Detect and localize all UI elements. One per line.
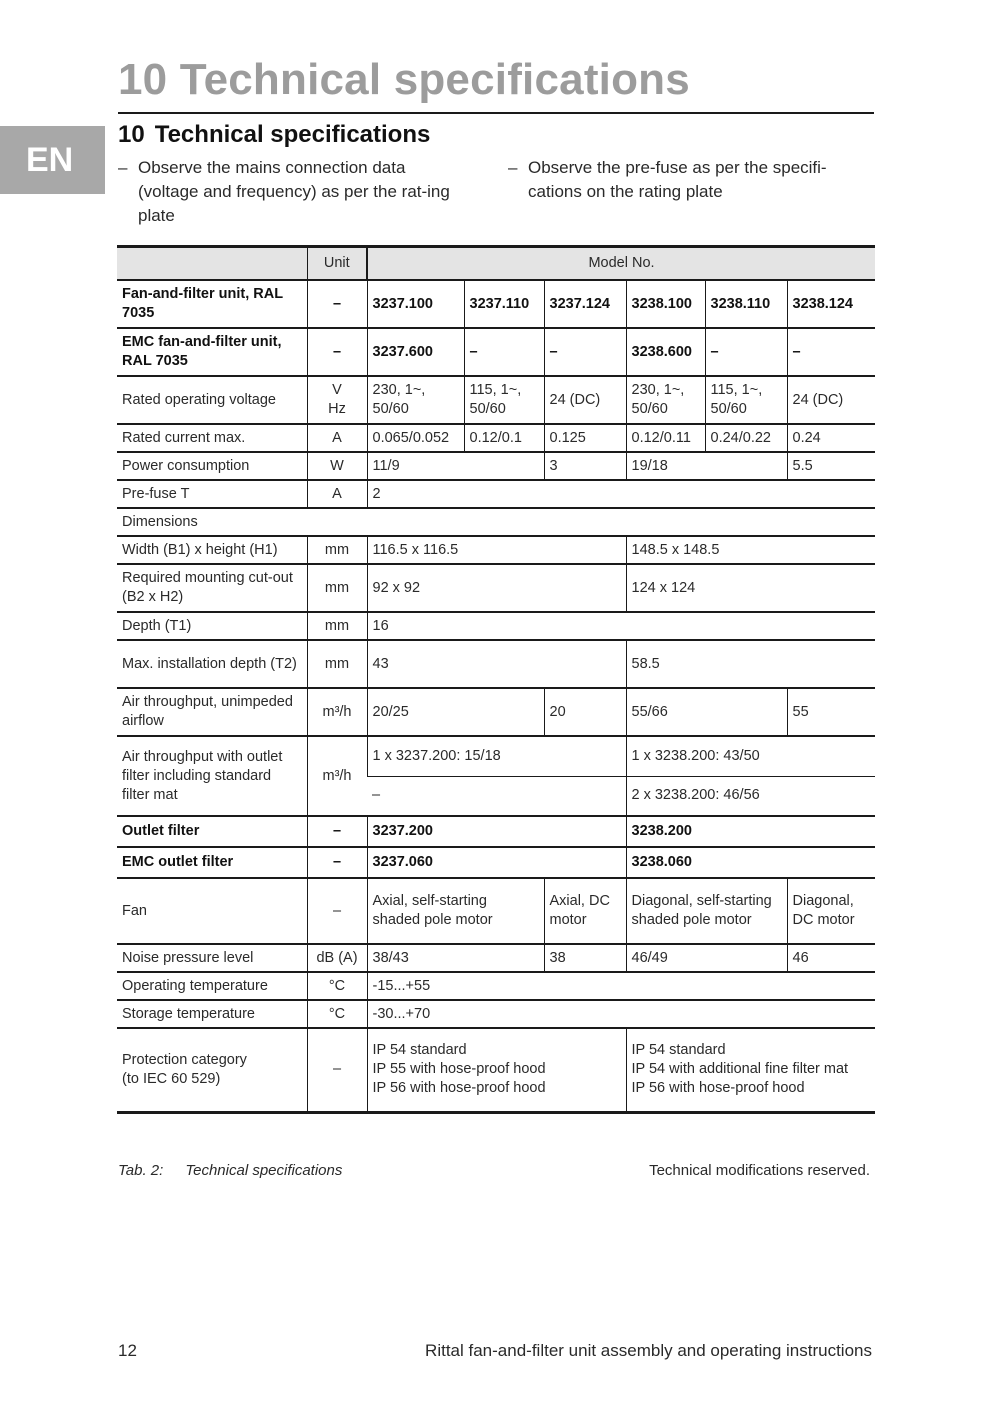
table-row xyxy=(117,972,875,1000)
language-tab: EN xyxy=(0,126,105,194)
table-row xyxy=(117,612,875,640)
table-row xyxy=(117,878,875,944)
row-label: Power consumption xyxy=(117,452,307,480)
row-label: Dimensions xyxy=(117,508,875,536)
value-cell xyxy=(367,1028,626,1112)
page-number: 12 xyxy=(118,1341,137,1360)
unit-cell: mm xyxy=(307,612,367,640)
caption-label: Tab. 2: xyxy=(118,1162,164,1179)
value-cell: 3238.200 xyxy=(626,816,875,847)
value-cell: 11/9 xyxy=(367,452,544,480)
model-cell: 3237.124 xyxy=(544,280,626,328)
value-cell: 1 x 3238.200: 43/50 xyxy=(626,736,875,776)
value-cell: 3 xyxy=(544,452,626,480)
value-cell: 24 (DC) xyxy=(544,376,626,424)
unit-cell: – xyxy=(307,1028,367,1112)
unit-hertz: Hz xyxy=(328,401,346,417)
row-label: Depth (T1) xyxy=(117,612,307,640)
bullet-dash: – xyxy=(508,158,518,177)
modifications-notice: Technical modifications reserved. xyxy=(649,1162,870,1179)
bullet-pre-fuse xyxy=(508,156,874,204)
header-rule xyxy=(118,112,874,114)
value-cell: 38 xyxy=(544,944,626,972)
row-label: Operating temperature xyxy=(117,972,307,1000)
row-label: Air throughput, unimpeded airflow xyxy=(117,688,307,736)
value-cell: 55/66 xyxy=(626,688,787,736)
unit-cell: mm xyxy=(307,564,367,612)
value-cell: 38/43 xyxy=(367,944,544,972)
bullet-dash: – xyxy=(118,158,128,177)
header-model-no: Model No. xyxy=(367,247,875,281)
protection-line: IP 56 with hose-proof hood xyxy=(631,1080,805,1097)
value-cell: 1 x 3237.200: 15/18 xyxy=(367,736,626,776)
value-cell: 43 xyxy=(367,640,626,688)
row-label: Width (B1) x height (H1) xyxy=(117,536,307,564)
table-row xyxy=(117,736,875,776)
value-cell: – xyxy=(367,776,626,816)
value-cell: Diagonal, self-starting shaded pole motor xyxy=(626,878,787,944)
table-row xyxy=(117,564,875,612)
table-row xyxy=(117,480,875,508)
value-cell: 0.12/0.1 xyxy=(464,424,544,452)
row-label: Rated current max. xyxy=(117,424,307,452)
section-number: 10 xyxy=(118,121,145,148)
unit-cell: m³/h xyxy=(307,688,367,736)
unit-cell: °C xyxy=(307,1000,367,1028)
value-cell: 0.12/0.11 xyxy=(626,424,705,452)
section-title-text: Technical specifications xyxy=(154,121,431,148)
row-label: Max. installation depth (T2) xyxy=(117,640,307,688)
bullet-text: Observe the mains connection data (voltage and frequency) as per the rat-ing plate xyxy=(138,158,450,225)
row-label: Fan xyxy=(117,878,307,944)
value-cell: 5.5 xyxy=(787,452,875,480)
value-cell: 46 xyxy=(787,944,875,972)
table-header-row xyxy=(117,247,875,281)
unit-cell: dB (A) xyxy=(307,944,367,972)
table-row xyxy=(117,640,875,688)
table-row xyxy=(117,376,875,424)
technical-specifications-table xyxy=(117,245,875,1114)
model-cell: 3237.100 xyxy=(367,280,464,328)
value-cell: 0.065/0.052 xyxy=(367,424,464,452)
value-cell xyxy=(626,1028,875,1112)
table-caption xyxy=(118,1162,870,1179)
unit-cell: °C xyxy=(307,972,367,1000)
header-unit: Unit xyxy=(307,247,367,281)
value-cell: 0.125 xyxy=(544,424,626,452)
value-cell: 124 x 124 xyxy=(626,564,875,612)
row-label: Storage temperature xyxy=(117,1000,307,1028)
unit-cell: m³/h xyxy=(307,736,367,816)
table-row xyxy=(117,1000,875,1028)
table-row xyxy=(117,280,875,328)
bullet-text: Observe the pre-fuse as per the specifi-cations on the rating plate xyxy=(528,158,827,201)
row-label: Noise pressure level xyxy=(117,944,307,972)
table-row xyxy=(117,944,875,972)
value-cell: -30...+70 xyxy=(367,1000,875,1028)
model-cell: 3237.110 xyxy=(464,280,544,328)
table-row xyxy=(117,1028,875,1112)
row-label: Required mounting cut-out (B2 x H2) xyxy=(117,564,307,612)
unit-cell: A xyxy=(307,480,367,508)
row-label: Air throughput with outlet filter including standard filter mat xyxy=(117,736,307,816)
model-cell: 3238.100 xyxy=(626,280,705,328)
row-label: Pre-fuse T xyxy=(117,480,307,508)
row-label: Outlet filter xyxy=(117,816,307,847)
unit-cell: mm xyxy=(307,640,367,688)
unit-cell: A xyxy=(307,424,367,452)
value-cell: Axial, self-starting shaded pole motor xyxy=(367,878,544,944)
value-cell: 0.24/0.22 xyxy=(705,424,787,452)
value-cell: Axial, DC motor xyxy=(544,878,626,944)
value-cell: 230, 1~, 50/60 xyxy=(626,376,705,424)
model-cell: 3238.124 xyxy=(787,280,875,328)
unit-cell: – xyxy=(307,328,367,376)
value-cell: 0.24 xyxy=(787,424,875,452)
table-row xyxy=(117,816,875,847)
value-cell: 16 xyxy=(367,612,875,640)
unit-volt: V xyxy=(332,382,342,398)
value-cell: 2 xyxy=(367,480,875,508)
unit-cell: – xyxy=(307,816,367,847)
row-label: Fan-and-filter unit, RAL 7035 xyxy=(117,280,307,328)
row-label: EMC fan-and-filter unit, RAL 7035 xyxy=(117,328,307,376)
unit-cell: mm xyxy=(307,536,367,564)
value-cell: -15...+55 xyxy=(367,972,875,1000)
document-title: Rittal fan-and-filter unit assembly and operating instructions xyxy=(425,1341,872,1360)
header-blank xyxy=(117,247,307,281)
protection-line: IP 56 with hose-proof hood xyxy=(372,1080,546,1097)
unit-cell xyxy=(307,376,367,424)
unit-cell: – xyxy=(307,878,367,944)
value-cell: 116.5 x 116.5 xyxy=(367,536,626,564)
model-cell: – xyxy=(705,328,787,376)
value-cell: 55 xyxy=(787,688,875,736)
value-cell: 58.5 xyxy=(626,640,875,688)
value-cell: 115, 1~, 50/60 xyxy=(464,376,544,424)
value-cell: 24 (DC) xyxy=(787,376,875,424)
value-cell: 3237.060 xyxy=(367,847,626,878)
model-cell: – xyxy=(544,328,626,376)
caption-title: Technical specifications xyxy=(185,1162,343,1179)
value-cell: 92 x 92 xyxy=(367,564,626,612)
table-row xyxy=(117,508,875,536)
page-header-title: 10 Technical specifications xyxy=(118,55,690,104)
protection-line: IP 54 with additional fine filter mat xyxy=(631,1061,849,1078)
section-title xyxy=(118,120,430,150)
row-label xyxy=(117,1028,307,1112)
model-cell: – xyxy=(787,328,875,376)
model-cell: 3237.600 xyxy=(367,328,464,376)
value-cell: Diagonal, DC motor xyxy=(787,878,875,944)
model-cell: – xyxy=(464,328,544,376)
protection-label-line: (to IEC 60 529) xyxy=(122,1070,221,1087)
value-cell: 20 xyxy=(544,688,626,736)
value-cell: 2 x 3238.200: 46/56 xyxy=(626,776,875,816)
table-row xyxy=(117,424,875,452)
table-row xyxy=(117,688,875,736)
model-cell: 3238.110 xyxy=(705,280,787,328)
table-row xyxy=(117,452,875,480)
value-cell: 230, 1~, 50/60 xyxy=(367,376,464,424)
table-row xyxy=(117,536,875,564)
row-label: EMC outlet filter xyxy=(117,847,307,878)
table-row xyxy=(117,328,875,376)
row-label: Rated operating voltage xyxy=(117,376,307,424)
protection-line: IP 54 standard xyxy=(631,1042,726,1059)
protection-label-line: Protection category xyxy=(122,1051,247,1068)
value-cell: 3237.200 xyxy=(367,816,626,847)
table-row xyxy=(117,847,875,878)
value-cell: 115, 1~, 50/60 xyxy=(705,376,787,424)
unit-cell: – xyxy=(307,847,367,878)
bullet-mains-connection xyxy=(118,156,470,228)
protection-line: IP 54 standard xyxy=(372,1042,467,1059)
model-cell: 3238.600 xyxy=(626,328,705,376)
value-cell: 20/25 xyxy=(367,688,544,736)
value-cell: 19/18 xyxy=(626,452,787,480)
value-cell: 148.5 x 148.5 xyxy=(626,536,875,564)
protection-line: IP 55 with hose-proof hood xyxy=(372,1061,546,1078)
value-cell: 3238.060 xyxy=(626,847,875,878)
unit-cell: W xyxy=(307,452,367,480)
value-cell: 46/49 xyxy=(626,944,787,972)
unit-cell: – xyxy=(307,280,367,328)
